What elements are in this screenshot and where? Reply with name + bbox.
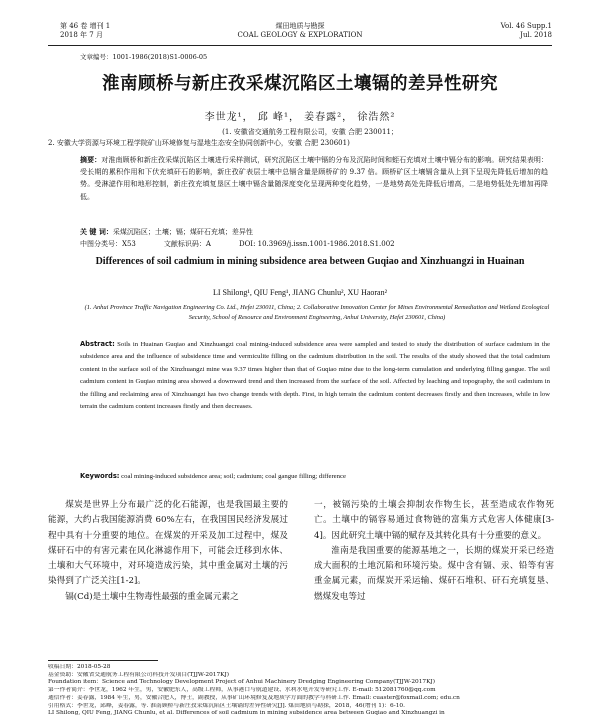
article-number: 文章编号：1001-1986(2018)S1-0006-05	[80, 53, 208, 61]
footnote-corresponding-author: 通信作者：姜春露，1984 年生，男，安徽合肥人，博士，副教授，从事矿山环境修复及地质学方面的教学与科研工作. Email: cuaster@foxmail.com; edu.cn	[48, 694, 460, 701]
header-volume	[60, 22, 110, 40]
document-code: 文献标识码：A	[163, 240, 211, 248]
footnote-citation-en: LI Shilong, QIU Feng, JIANG Chunlu, et al. Differences of soil cadmium in mining subsidence area between Guqiao and Xinzhuangzi in	[48, 710, 445, 717]
body-column-left	[48, 498, 288, 605]
body-paragraph: 淮南是我国重要的能源基地之一，长期的煤炭开采已经造成大面积的土地沉陷和环境污染。煤中含有镉、汞、铅等有害重金属元素，而煤炭开采运输、煤矸石堆积、矸石充填复垦、燃煤发电等过	[314, 545, 554, 602]
header-volume-en-issue: Vol. 46 Supp.1	[500, 22, 552, 30]
classification-line	[80, 239, 548, 249]
header-journal-cn: 煤田地质与勘探	[275, 22, 325, 30]
keywords-english-text: coal mining-induced subsidence area; soil; cadmium; coal gangue filling; difference	[121, 473, 346, 480]
authors-english: LI Shilong¹, QIU Feng¹, JIANG Chunlu², XU Haoran²	[212, 288, 388, 297]
keywords-english	[80, 472, 550, 480]
title-english: Differences of soil cadmium in mining subsidence area between Guqiao and Xinzhuangzi in Huainan	[95, 256, 525, 267]
footnote-divider	[48, 660, 158, 661]
abstract-english-label: Abstract:	[80, 340, 115, 348]
abstract-english	[80, 338, 550, 413]
body-paragraph: 一，被镉污染的土壤会抑制农作物生长，甚至造成农作物死亡。土壤中的镉容易通过食物链的富集方式危害人体健康[3-4]。因此研究土壤中镉的赋存及其转化具有十分重要的意义。	[314, 500, 554, 541]
header-volume-en	[501, 22, 552, 40]
clc-number: 中图分类号：X53	[80, 240, 136, 248]
header-divider	[48, 45, 552, 46]
affiliation-chinese-1: (1. 安徽省交通航务工程有限公司，安徽 合肥 230011；	[222, 128, 398, 136]
body-paragraph: 镉(Cd)是土壤中生物毒性最强的重金属元素之	[65, 591, 239, 602]
footnote-funding-en: Foundation item：Science and Technology Development Project of Anhui Machinery Dredging Engineering Company(TJJW-2017KJ)	[48, 679, 436, 686]
body-column-right	[314, 498, 554, 605]
footnote-first-author: 第一作者简介：李世龙，1962 年生，男，安徽肥东人，高级工程师，从事港口与航道建设、水利水电开发等研究工作. E-mail: 512081760@qq.com	[48, 687, 436, 694]
footnote-received: 收稿日期：2018-05-28	[48, 664, 111, 670]
abstract-english-text: Soils in Huainan Guqiao and Xinzhuangzi coal mining-induced subsidence area were sampled and tested to study the distribution of surface cadmium in the subsidence area and the influence of subsidence time and vermiculite filling on the cadmium distribution in the soil. The results of the study showed that the total cadmium content in the surface soil of the Xinzhuangzi mine was 9.37 times higher than that of Guqiao mine due to the long-term cumulation and underlying filling gangue. The soil cadmium content in Guqiao mining area showed a downward trend and then increased from the surface of the soil. Affected by leaching and topography, the soil cadmium in the filling and reclaiming area of Xinzhuangzi has two change trends with depth. First, in high terrain the cadmium content decreases firstly and then increases, while in low terrain the cadmium content increases firstly and then decreases.	[80, 341, 551, 411]
abstract-chinese	[80, 154, 548, 203]
footnote-funding: 基金资助：安徽省交通航务工程有限公司科技开发项目(TJJW-2017KJ)	[48, 671, 230, 678]
header-date: 2018 年 7 月	[60, 31, 103, 39]
body-paragraph: 煤炭是世界上分布最广泛的化石能源，也是我国最主要的能源，大约占我国能源消费 60%左右，在我国国民经济发展过程中具有十分重要的地位。在煤炭的开采及加工过程中，煤及煤矸石中的有害元素在风化淋滤作用下，可能会迁移到水体、土壤和大气环境中，对环境造成污染，其中重金属对土壤的污染得到了广泛关注[1-2]。	[48, 500, 288, 587]
abstract-chinese-label: 摘要：	[80, 156, 102, 164]
header-journal-en: COAL GEOLOGY & EXPLORATION	[237, 31, 363, 39]
keywords-chinese-text: 采煤沉陷区；土壤；镉；煤矸石充填；差异性	[112, 228, 253, 236]
keywords-english-label: Keywords:	[80, 472, 120, 480]
keywords-chinese-label: 关 键 词：	[80, 228, 113, 236]
affiliation-chinese-2: 2. 安徽大学资源与环境工程学院矿山环境修复与湿地生态安全协同创新中心，安徽 合肥 230601)	[48, 139, 350, 147]
keywords-chinese	[80, 227, 548, 237]
affiliations-english: (1. Anhui Province Traffic Navigation Engineering Co. Ltd., Hefei 230011, China; 2. Collaborative Innovation Center for Mines Environmental Remediation and Wetland Ecological Security, School of Resource and Environment Engineering, Anhui University, Hefei 230601, China)	[84, 304, 550, 321]
abstract-chinese-text: 对淮南顾桥和新庄孜采煤沉陷区土壤进行采样测试，研究沉陷区土壤中镉的分布及沉陷时间和蛭石充填对土壤中镉分布的影响。研究结果表明：受长期的累积作用和下伏充填矸石的影响，新庄孜矿表层土壤中总镉含量是顾桥矿的 9.37 倍。顾桥矿区土壤镉含量从上到下呈现先降低后增加的趋势。受淋滤作用和地形控制，新庄孜充填复垦区土壤中镉含量随深度变化呈现两种变化趋势，一是地势高处先降低后增高，二是地势低处先增加再降低。	[80, 156, 549, 201]
header-date-en: Jul. 2018	[520, 31, 552, 39]
header-volume-issue: 第 46 卷 增刊 1	[60, 22, 111, 30]
footnotes	[48, 664, 558, 718]
header-journal	[200, 22, 400, 40]
authors-chinese: 李世龙¹， 邱 峰¹， 姜春露²， 徐浩然²	[204, 112, 396, 123]
footnote-citation-cn: 引用格式：李世龙，邱峰，姜春露，等. 淮南顾桥与新庄孜采煤沉陷区土壤镉的差异性研究[J]. 煤田地质与勘探，2018，46(增刊 1)：6-10.	[48, 702, 405, 709]
doi: DOI: 10.3969/j.issn.1001-1986.2018.S1.002	[238, 240, 395, 248]
title-chinese: 淮南顾桥与新庄孜采煤沉陷区土壤镉的差异性研究	[102, 74, 498, 94]
